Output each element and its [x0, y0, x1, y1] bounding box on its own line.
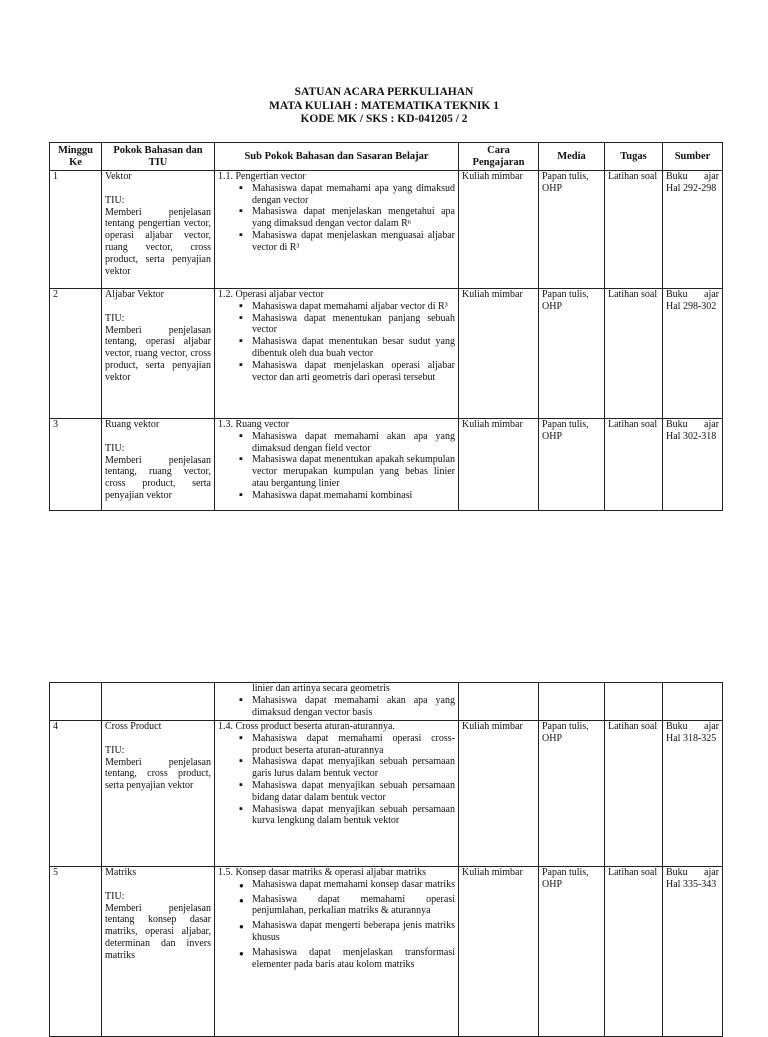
syllabus-table-page-2: [49, 682, 723, 1037]
table-row: [50, 171, 723, 289]
assignment-cell: Latihan soal: [605, 721, 663, 867]
assignment-cell: Latihan soal: [605, 289, 663, 419]
header-cara: Cara Pengajaran: [459, 143, 539, 171]
assignment-cell: Latihan soal: [605, 867, 663, 1037]
empty-cell: [605, 683, 663, 721]
table-row-continuation: [50, 683, 723, 721]
list-item: ● Mahasiswa dapat mengerti beberapa jenis matriks khusus: [252, 920, 455, 944]
topic-title: Cross Product: [105, 721, 162, 732]
list-item: ▪ Mahasiswa dapat memahami aljabar vector di R³: [252, 301, 455, 313]
media-cell: Papan tulis, OHP: [539, 419, 605, 511]
subtopic-cell: [215, 289, 459, 419]
subtopic-title: 1.1. Pengertian vector: [218, 171, 306, 182]
topic-cell: [102, 171, 215, 289]
topic-cell: [102, 419, 215, 511]
objective-list: [218, 183, 455, 254]
assignment-cell: Latihan soal: [605, 419, 663, 511]
tiu-label: TIU:: [105, 442, 125, 454]
list-item: ▪ Mahasiswa dapat menjelaskan operasi aljabar vector dan arti geometris dari operasi tersebut: [252, 360, 455, 384]
media-cell: Papan tulis, OHP: [539, 171, 605, 289]
week-number: 1: [50, 171, 102, 289]
tiu-text: Memberi penjelasan tentang, operasi aljabar vector, ruang vector, cross product, serta penyajian vektor: [105, 324, 211, 383]
method-cell: Kuliah mimbar: [459, 721, 539, 867]
source-cell: Buku ajar Hal 302-318: [663, 419, 723, 511]
tiu-text: Memberi penjelasan tentang, cross product, serta penyajian vektor: [105, 756, 211, 792]
list-item: ▪ Mahasiswa dapat memahami akan apa yang dimaksud dengan vector basis: [252, 695, 455, 719]
week-number: 5: [50, 867, 102, 1037]
subtopic-cell: [215, 419, 459, 511]
list-item: ▪ Mahasiswa dapat memahami akan apa yang dimaksud dengan field vector: [252, 431, 455, 455]
table-header-row: [50, 143, 723, 171]
list-item: ▪ Mahasiswa dapat menyajikan sebuah persamaan garis lurus dalam bentuk vector: [252, 756, 455, 780]
topic-cell: [102, 867, 215, 1037]
carry-over-text: linier dan artinya secara geometris: [252, 683, 390, 694]
syllabus-table-page-1: [49, 142, 723, 511]
subtopic-title: 1.3. Ruang vector: [218, 419, 290, 430]
tiu-text: Memberi penjelasan tentang, ruang vector, cross product, serta penyajian vektor: [105, 454, 211, 501]
objective-list: [218, 879, 455, 971]
list-item: ▪ Mahasiswa dapat menentukan besar sudut yang dibentuk oleh dua buah vector: [252, 336, 455, 360]
list-item: ▪ Mahasiswa dapat menentukan apakah sekumpulan vector merupakan kumpulan yang bebas linier atau bergantung linier: [252, 454, 455, 489]
method-cell: Kuliah mimbar: [459, 419, 539, 511]
doc-title: SATUAN ACARA PERKULIAHAN: [294, 86, 474, 98]
topic-title: Ruang vektor: [105, 419, 160, 430]
header-tugas: Tugas: [605, 143, 663, 171]
objective-list: [218, 301, 455, 384]
course-name: MATA KULIAH : MATEMATIKA TEKNIK 1: [269, 99, 499, 112]
list-item: ▪ Mahasiswa dapat menjelaskan menguasai aljabar vector di R³: [252, 230, 455, 254]
empty-cell: [663, 683, 723, 721]
method-cell: Kuliah mimbar: [459, 289, 539, 419]
assignment-cell: Latihan soal: [605, 171, 663, 289]
week-number: 2: [50, 289, 102, 419]
header-minggu: Minggu Ke: [50, 143, 102, 171]
topic-cell: [102, 721, 215, 867]
topic-title: Aljabar Vektor: [105, 289, 164, 300]
subtopic-cell: [215, 683, 459, 721]
source-cell: Buku ajar Hal 318-325: [663, 721, 723, 867]
list-item: ● Mahasiswa dapat memahami operasi penjumlahan, perkalian matriks & aturannya: [252, 894, 455, 918]
header-sub: Sub Pokok Bahasan dan Sasaran Belajar: [215, 143, 459, 171]
header-media: Media: [539, 143, 605, 171]
header-sumber: Sumber: [663, 143, 723, 171]
list-item: ▪ Mahasiswa dapat memahami apa yang dimaksud dengan vector: [252, 183, 455, 207]
subtopic-title: 1.5. Konsep dasar matriks & operasi aljabar matriks: [218, 867, 426, 878]
source-cell: Buku ajar Hal 292-298: [663, 171, 723, 289]
list-item: ▪ Mahasiswa dapat memahami operasi cross-product beserta aturan-aturannya: [252, 733, 455, 757]
table-row: [50, 419, 723, 511]
topic-cell: [102, 289, 215, 419]
list-item: ▪ Mahasiswa dapat memahami kombinasi: [252, 490, 455, 502]
topic-title: Matriks: [105, 867, 137, 878]
objective-list: [218, 733, 455, 827]
media-cell: Papan tulis, OHP: [539, 289, 605, 419]
tiu-label: TIU:: [105, 890, 125, 902]
list-item: ● Mahasiswa dapat menjelaskan transformasi elementer pada baris atau kolom matriks: [252, 947, 455, 971]
empty-cell: [50, 683, 102, 721]
list-item: ▪ Mahasiswa dapat menjelaskan mengetahui apa yang dimaksud dengan vector dalam Rⁿ: [252, 206, 455, 230]
method-cell: Kuliah mimbar: [459, 867, 539, 1037]
list-item: ▪ Mahasiswa dapat menentukan panjang sebuah vector: [252, 313, 455, 337]
list-item: ▪ Mahasiswa dapat menyajikan sebuah persamaan kurva lengkung dalam bentuk vektor: [252, 804, 455, 828]
table-row: [50, 289, 723, 419]
list-item: ● Mahasiswa dapat memahami konsep dasar matriks: [252, 879, 455, 891]
method-cell: Kuliah mimbar: [459, 171, 539, 289]
source-cell: Buku ajar Hal 298-302: [663, 289, 723, 419]
tiu-label: TIU:: [105, 194, 125, 206]
tiu-label: TIU:: [105, 744, 125, 756]
tiu-label: TIU:: [105, 312, 125, 324]
list-item: ▪ Mahasiswa dapat menyajikan sebuah persamaan bidang datar dalam bentuk vector: [252, 780, 455, 804]
header-pokok: Pokok Bahasan dan TIU: [102, 143, 215, 171]
subtopic-title: 1.2. Operasi aljabar vector: [218, 289, 324, 300]
media-cell: Papan tulis, OHP: [539, 867, 605, 1037]
subtopic-cell: [215, 721, 459, 867]
subtopic-cell: [215, 867, 459, 1037]
course-code: KODE MK / SKS : KD-041205 / 2: [300, 113, 468, 125]
tiu-text: Memberi penjelasan tentang konsep dasar matriks, operasi aljabar, determinan dan invers matriks: [105, 902, 211, 961]
subtopic-title: 1.4. Cross product beserta aturan-aturannya.: [218, 721, 395, 732]
table-row: [50, 867, 723, 1037]
empty-cell: [539, 683, 605, 721]
week-number: 3: [50, 419, 102, 511]
media-cell: Papan tulis, OHP: [539, 721, 605, 867]
table-row: [50, 721, 723, 867]
document-title-block: [0, 86, 768, 127]
tiu-text: Memberi penjelasan tentang pengertian vector, operasi aljabar vector, ruang vector, cross product, serta penyajian vektor: [105, 206, 211, 277]
week-number: 4: [50, 721, 102, 867]
objective-list: [218, 431, 455, 502]
source-cell: Buku ajar Hal 335-343: [663, 867, 723, 1037]
subtopic-cell: [215, 171, 459, 289]
topic-title: Vektor: [105, 171, 132, 182]
empty-cell: [102, 683, 215, 721]
empty-cell: [459, 683, 539, 721]
objective-list: [218, 695, 455, 719]
